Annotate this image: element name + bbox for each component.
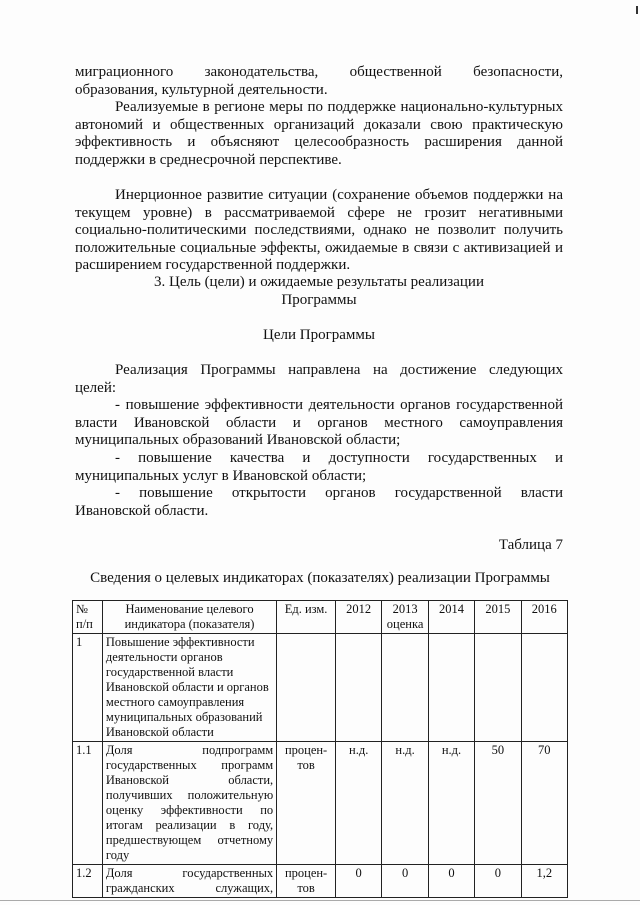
goals-subheading: Цели Программы xyxy=(263,327,375,343)
goal-item-2: - повышение качества и доступности государственных и муниципальных услуг в Ивановской области; xyxy=(75,450,563,484)
row-no: 1.2 xyxy=(73,865,103,898)
row-2016 xyxy=(521,634,567,742)
table-title: Сведения о целевых индикаторах (показателях) реализации Программы xyxy=(90,570,550,586)
paragraph-2: Реализуемые в регионе меры по поддержке национально-культурных автономий и общественных организаций доказали свою практическую эффективность и объясняют целесообразность расширения данной поддержки в среднесрочной перспективе. xyxy=(75,99,563,168)
paragraph-1: миграционного законодательства, общественной безопасности, образования, культурной деятельности. xyxy=(75,64,563,98)
row-2015 xyxy=(475,634,521,742)
row-unit: процен-тов xyxy=(277,865,336,898)
header-2016: 2016 xyxy=(521,601,567,634)
goals-intro: Реализация Программы направлена на достижение следующих целей: xyxy=(75,362,563,396)
row-2012 xyxy=(335,634,381,742)
row-2013: 0 xyxy=(382,865,428,898)
page-bottom-edge xyxy=(0,900,640,901)
row-2015: 50 xyxy=(475,742,521,865)
table-label: Таблица 7 xyxy=(498,537,563,553)
goal-item-1: - повышение эффективности деятельности органов государственной власти Ивановской области и органов местного самоуправления муниципальных образований Ивановской области; xyxy=(75,397,563,449)
row-2012: н.д. xyxy=(335,742,381,865)
header-name: Наименование целевого индикатора (показателя) xyxy=(102,601,276,634)
header-unit: Ед. изм. xyxy=(277,601,336,634)
table-row xyxy=(73,865,568,898)
row-name: Доля государственных гражданских служащих, xyxy=(102,865,276,898)
paragraph-3: Инерционное развитие ситуации (сохранение объемов поддержки на текущем уровне) в рассматриваемой сфере не грозит негативными социально-политическими последствиями, однако не позволит получить положительные социальные эффекты, ожидаемые в связи с активизацией и расширением государственной поддержки. xyxy=(75,187,563,274)
row-no: 1 xyxy=(73,634,103,742)
header-2014: 2014 xyxy=(428,601,474,634)
row-name: Повышение эффективности деятельности органов государственной власти Ивановской области и органов местного самоуправления муниципальных образований Ивановской области xyxy=(102,634,276,742)
scan-mark xyxy=(636,6,638,14)
row-unit xyxy=(277,634,336,742)
row-2016: 70 xyxy=(521,742,567,865)
table-row xyxy=(73,634,568,742)
row-2013 xyxy=(382,634,428,742)
table-row xyxy=(73,742,568,865)
row-2015: 0 xyxy=(475,865,521,898)
row-no: 1.1 xyxy=(73,742,103,865)
header-2013: 2013 оценка xyxy=(382,601,428,634)
row-2016: 1,2 xyxy=(521,865,567,898)
indicators-table xyxy=(72,600,568,898)
row-2014 xyxy=(428,634,474,742)
row-2014: 0 xyxy=(428,865,474,898)
header-no: № п/п xyxy=(73,601,103,634)
row-unit: процен-тов xyxy=(277,742,336,865)
goal-item-3: - повышение открытости органов государственной власти Ивановской области. xyxy=(75,485,563,519)
row-2012: 0 xyxy=(335,865,381,898)
section-heading-line1: 3. Цель (цели) и ожидаемые результаты реализации xyxy=(154,274,484,290)
header-2012: 2012 xyxy=(335,601,381,634)
row-name: Доля подпрограмм государственных программ Ивановской области, получивших положительную оценку эффективности по итогам реализации в году, предшествующем отчетному году xyxy=(102,742,276,865)
table-header-row xyxy=(73,601,568,634)
row-2014: н.д. xyxy=(428,742,474,865)
header-2015: 2015 xyxy=(475,601,521,634)
section-heading-line2: Программы xyxy=(281,292,357,308)
row-2013: н.д. xyxy=(382,742,428,865)
